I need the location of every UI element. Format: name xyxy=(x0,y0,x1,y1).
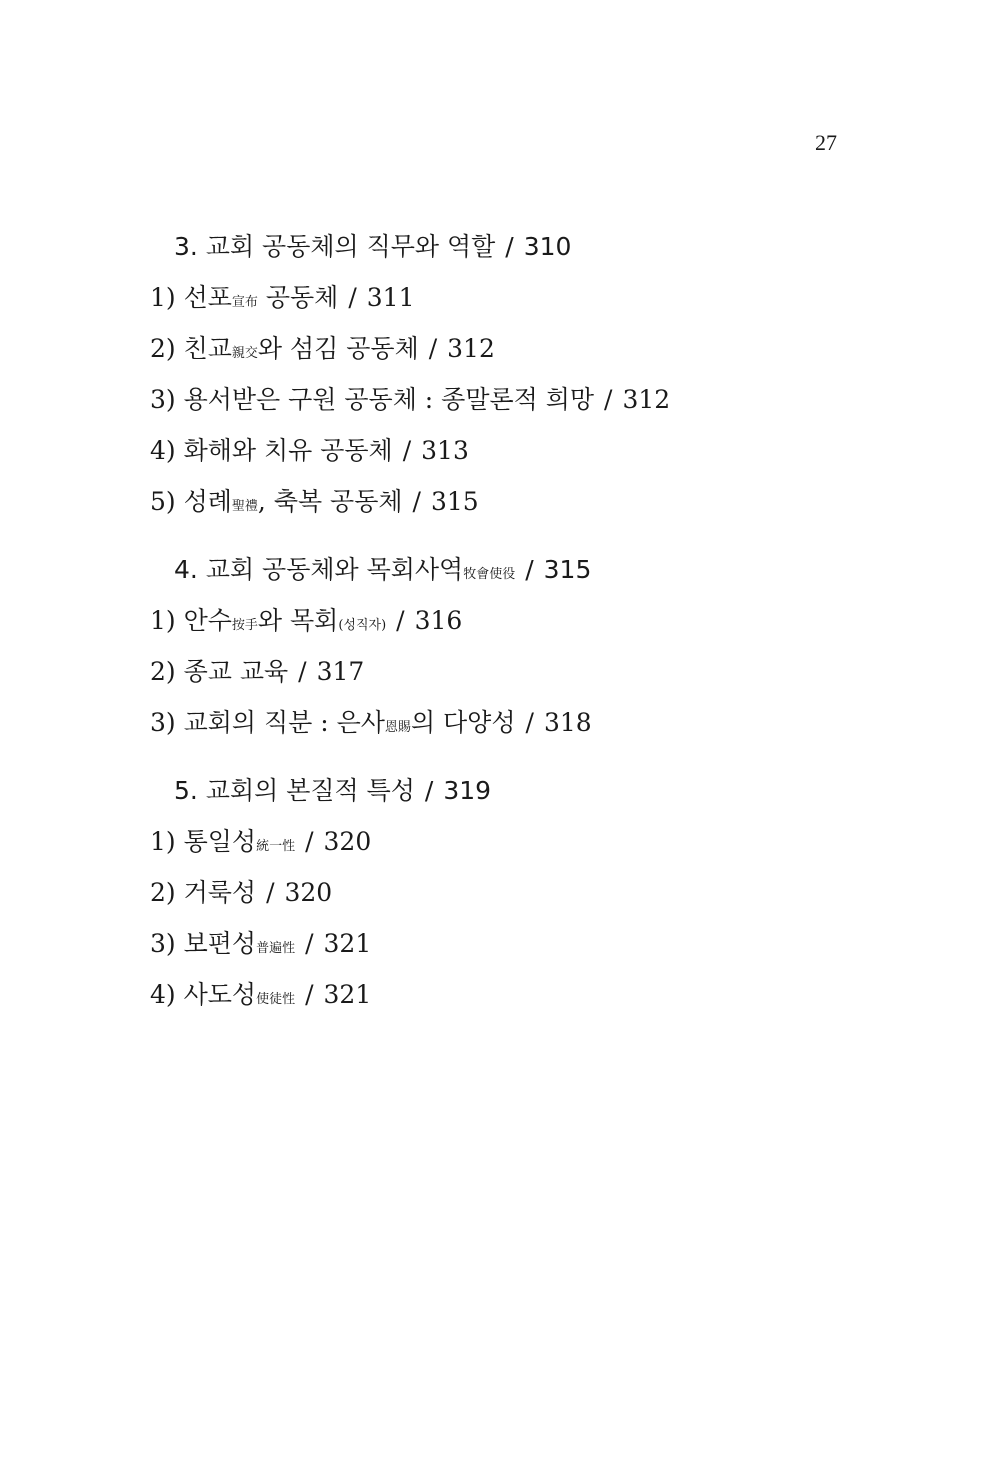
separator: / xyxy=(305,929,314,958)
section-heading xyxy=(150,766,945,816)
list-item xyxy=(150,969,945,1020)
separator: / xyxy=(396,606,405,635)
separator: / xyxy=(525,708,534,737)
table-of-contents xyxy=(150,222,945,1020)
separator: / xyxy=(525,555,534,584)
item-page: 320 xyxy=(323,827,372,856)
heading-page: 315 xyxy=(543,555,592,584)
item-label: 5) 성례 xyxy=(150,487,232,516)
item-label: 4) 사도성 xyxy=(150,980,257,1009)
item-label: 2) 거룩성 xyxy=(150,878,257,907)
list-item xyxy=(150,272,945,323)
item-hanja: 親交 xyxy=(231,346,258,361)
item-label: 1) 선포 xyxy=(150,283,232,312)
item-page: 316 xyxy=(414,606,463,635)
item-hanja: 按手 xyxy=(231,618,258,633)
list-item xyxy=(150,646,945,697)
separator: / xyxy=(402,436,412,465)
item-hanja: 統一性 xyxy=(256,839,296,854)
separator: / xyxy=(348,283,357,312)
section-heading xyxy=(150,545,945,595)
item-page: 315 xyxy=(430,487,479,516)
separator: / xyxy=(305,827,314,856)
separator: / xyxy=(266,878,275,907)
item-page: 311 xyxy=(366,283,415,312)
item-page: 312 xyxy=(622,385,671,414)
item-label: 2) 친교 xyxy=(150,334,232,363)
item-small-note: (성직자) xyxy=(338,618,387,633)
heading-page: 310 xyxy=(523,232,572,261)
toc-section-5 xyxy=(150,766,945,1020)
item-page: 313 xyxy=(421,436,469,465)
separator: / xyxy=(424,776,434,805)
list-item xyxy=(150,867,945,918)
item-page: 321 xyxy=(323,980,372,1009)
item-label-rest: 공동체 xyxy=(257,283,339,312)
list-item xyxy=(150,697,945,748)
toc-section-3 xyxy=(150,222,945,527)
separator: / xyxy=(428,334,438,363)
item-label-rest: 와 목회 xyxy=(257,606,339,635)
item-label: 4) 화해와 치유 공동체 xyxy=(150,436,393,465)
item-label-rest: 의 다양성 xyxy=(410,708,516,737)
separator: / xyxy=(604,385,613,414)
separator: / xyxy=(305,980,314,1009)
item-page: 321 xyxy=(323,929,372,958)
section-heading xyxy=(150,222,945,272)
list-item xyxy=(150,425,945,476)
list-item xyxy=(150,323,945,374)
separator: / xyxy=(298,657,307,686)
item-hanja: 宣布 xyxy=(231,295,258,310)
item-page: 318 xyxy=(543,708,592,737)
heading-text: 5. 교회의 본질적 특성 xyxy=(174,776,415,805)
item-label: 1) 통일성 xyxy=(150,827,257,856)
item-hanja: 聖禮 xyxy=(231,499,258,514)
heading-page: 319 xyxy=(443,776,492,805)
list-item xyxy=(150,374,945,425)
heading-text: 4. 교회 공동체와 목회사역 xyxy=(174,555,464,584)
heading-text: 3. 교회 공동체의 직무와 역할 xyxy=(174,232,496,261)
item-page: 320 xyxy=(284,878,333,907)
item-hanja: 普遍性 xyxy=(256,941,296,956)
list-item xyxy=(150,816,945,867)
list-item xyxy=(150,595,945,646)
item-page: 312 xyxy=(447,334,495,363)
separator: / xyxy=(412,487,421,516)
item-label: 2) 종교 교육 xyxy=(150,657,289,686)
separator: / xyxy=(505,232,514,261)
item-label: 3) 교회의 직분 : 은사 xyxy=(150,708,385,737)
toc-section-4 xyxy=(150,545,945,748)
heading-hanja: 牧會使役 xyxy=(463,567,516,582)
item-label: 3) 용서받은 구원 공동체 : 종말론적 희망 xyxy=(150,385,595,414)
item-page: 317 xyxy=(316,657,365,686)
item-hanja: 使徒性 xyxy=(256,992,296,1007)
item-label-rest: , 축복 공동체 xyxy=(257,487,403,516)
list-item xyxy=(150,918,945,969)
item-label: 3) 보편성 xyxy=(150,929,257,958)
list-item xyxy=(150,476,945,527)
item-label-rest: 와 섬김 공동체 xyxy=(257,334,419,363)
page-number: 27 xyxy=(815,130,837,155)
item-label: 1) 안수 xyxy=(150,606,232,635)
item-hanja: 恩賜 xyxy=(384,720,411,735)
